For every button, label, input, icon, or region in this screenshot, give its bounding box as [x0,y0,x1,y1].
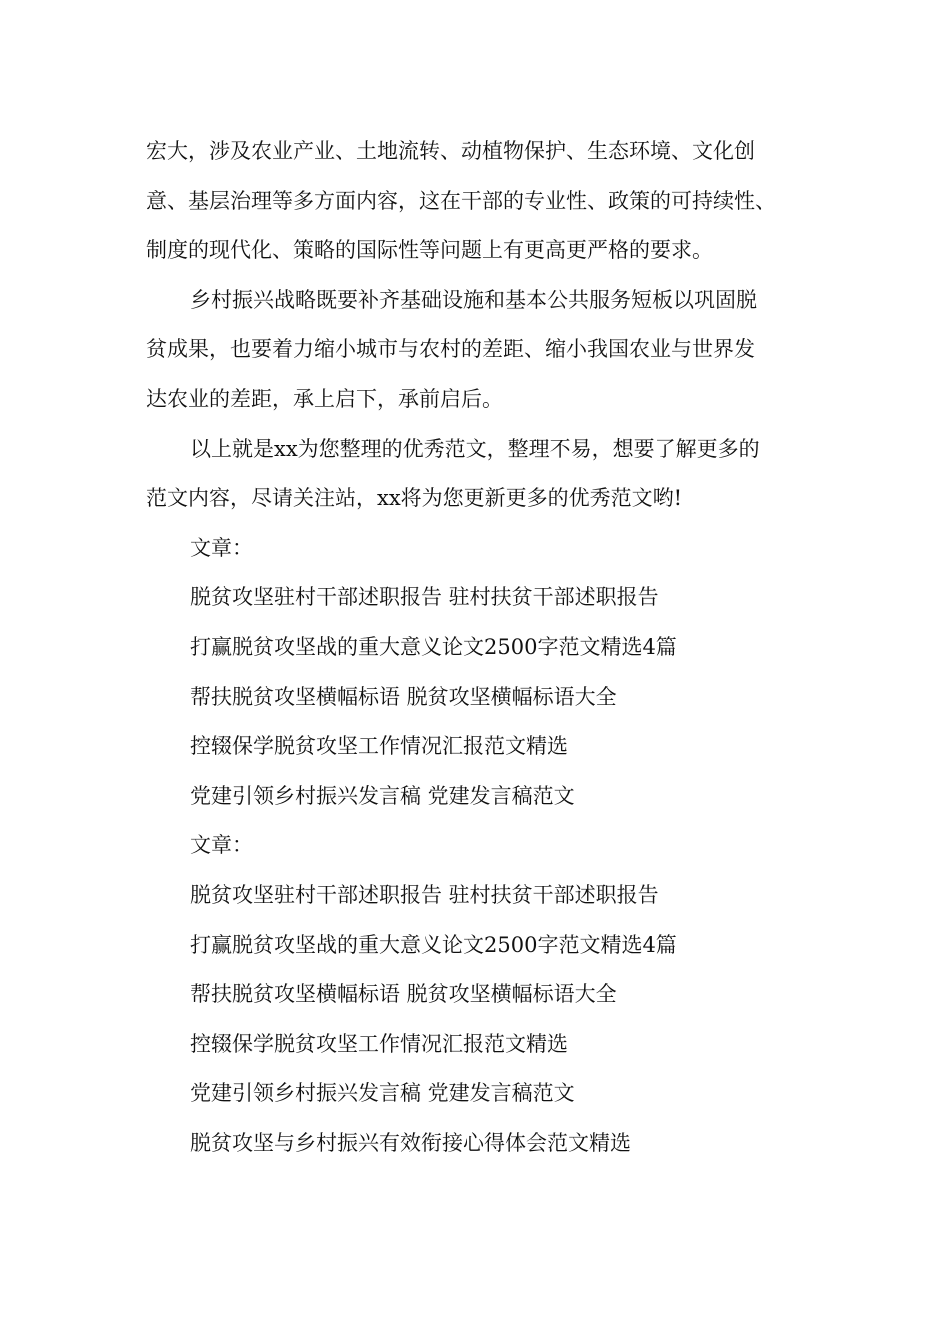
paragraph-continuation [146,127,826,276]
article-link[interactable]: 党建引领乡村振兴发言稿 党建发言稿范文 [190,1081,575,1106]
article-link[interactable]: 帮扶脱贫攻坚横幅标语 脱贫攻坚横幅标语大全 [190,982,617,1007]
paragraph-line: 以上就是xx为您整理的优秀范文，整理不易，想要了解更多的 [190,436,760,461]
article-link[interactable]: 脱贫攻坚驻村干部述职报告 驻村扶贫干部述职报告 [190,585,659,610]
article-link[interactable]: 控辍保学脱贫攻坚工作情况汇报范文精选 [190,734,568,759]
paragraph-line: 贫成果，也要着力缩小城市与农村的差距、缩小我国农业与世界发 [146,337,755,362]
article-link[interactable]: 打赢脱贫攻坚战的重大意义论文2500字范文精选4篇 [190,634,677,659]
article-link[interactable]: 帮扶脱贫攻坚横幅标语 脱贫攻坚横幅标语大全 [190,684,617,709]
article-link[interactable]: 打赢脱贫攻坚战的重大意义论文2500字范文精选4篇 [190,932,677,957]
paragraph-line: 意、基层治理等多方面内容，这在干部的专业性、政策的可持续性、 [146,188,776,213]
article-link[interactable]: 脱贫攻坚与乡村振兴有效衔接心得体会范文精选 [190,1130,631,1155]
document-body [146,127,826,1168]
paragraph-line: 达农业的差距，承上启下，承前启后。 [146,386,503,411]
article-list [146,821,826,1168]
article-link[interactable]: 脱贫攻坚驻村干部述职报告 驻村扶贫干部述职报告 [190,882,659,907]
paragraph-line: 范文内容，尽请关注站，xx将为您更新更多的优秀范文哟! [146,486,683,511]
paragraph-line: 宏大，涉及农业产业、土地流转、动植物保护、生态环境、文化创 [146,139,755,163]
paragraph-line: 乡村振兴战略既要补齐基础设施和基本公共服务短板以巩固脱 [190,287,757,312]
paragraph-rural-revitalization [146,276,826,425]
paragraph-closing-note [146,425,826,524]
article-list-heading: 文章： [190,535,253,560]
article-list [146,524,826,822]
article-link[interactable]: 控辍保学脱贫攻坚工作情况汇报范文精选 [190,1031,568,1056]
article-link[interactable]: 党建引领乡村振兴发言稿 党建发言稿范文 [190,783,575,808]
paragraph-line: 制度的现代化、策略的国际性等问题上有更高更严格的要求。 [146,238,713,263]
article-list-heading: 文章： [190,833,253,858]
